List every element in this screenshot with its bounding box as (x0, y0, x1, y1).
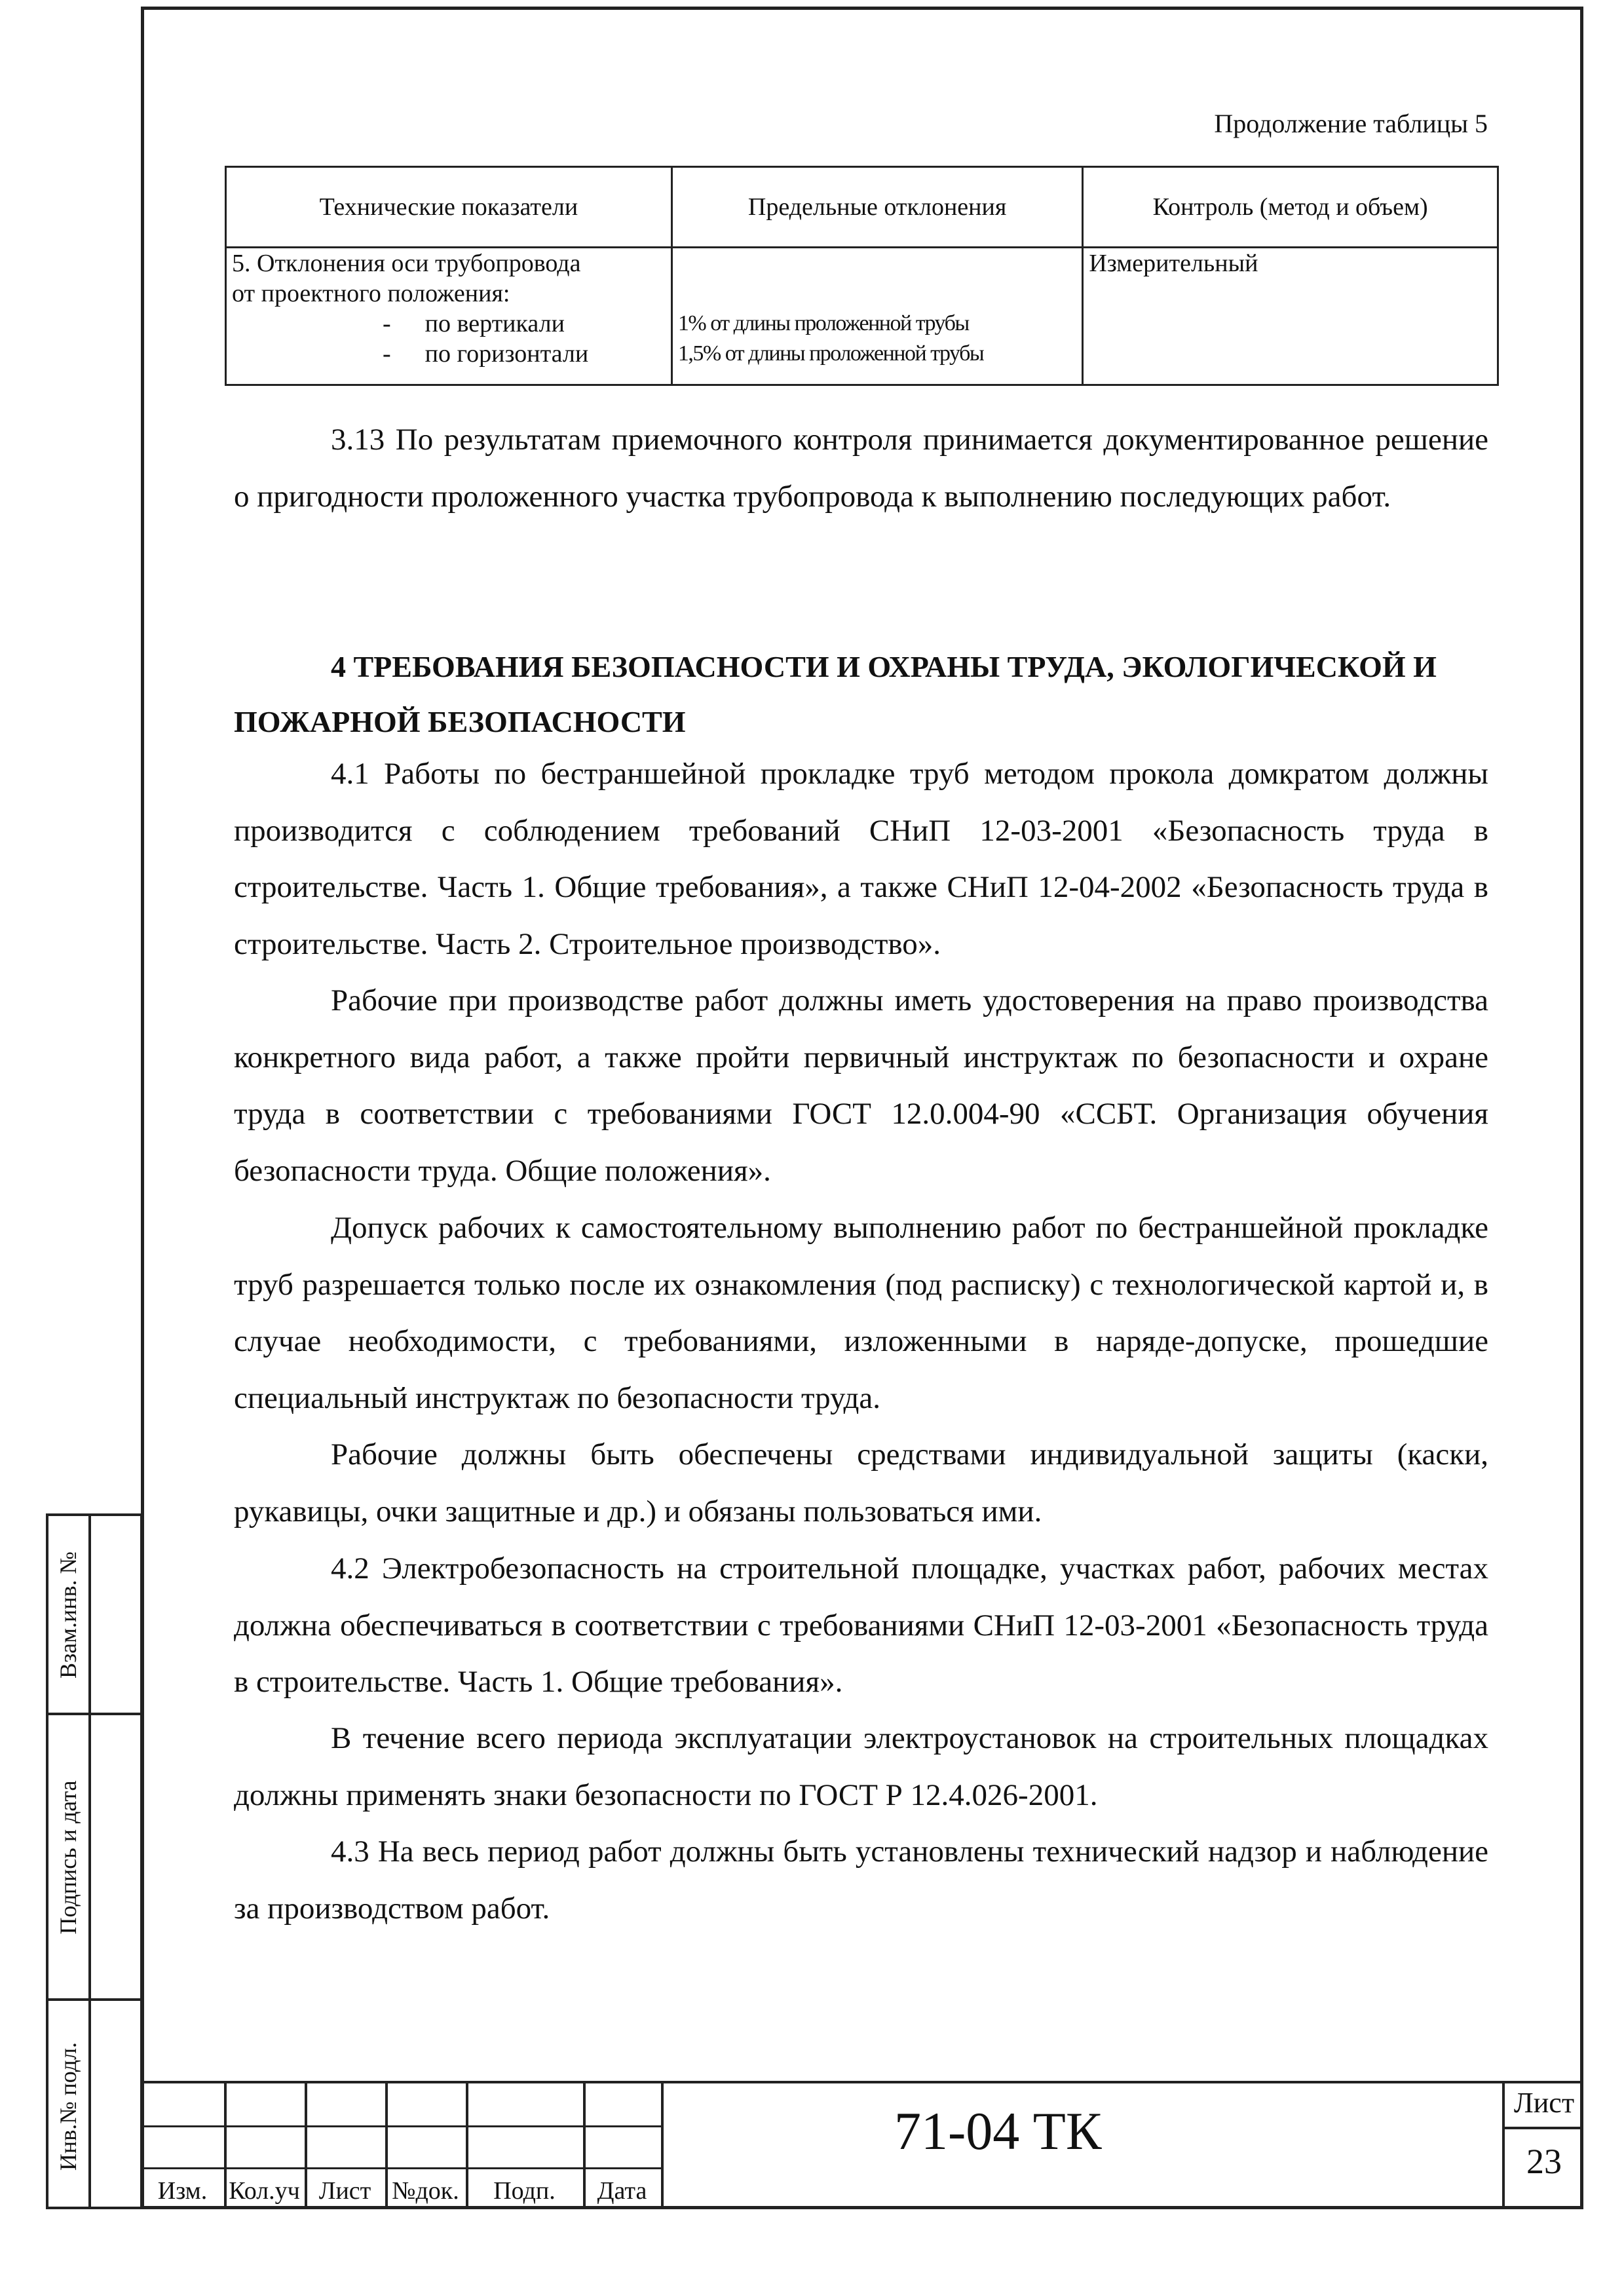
list-dash: - (383, 310, 391, 337)
table-header-cell: Технические показатели (226, 167, 672, 248)
table-cell-indicator (226, 248, 672, 385)
section-heading-line: ПОЖАРНОЙ БЕЗОПАСНОСТИ (234, 705, 686, 738)
section-heading (234, 639, 1488, 750)
side-strip-label-replacement: Взам.инв. № (55, 1551, 81, 1679)
sheet-box (1502, 2083, 1583, 2209)
sheet-number: 23 (1526, 2142, 1562, 2181)
paragraph-signs: В течение всего периода эксплуатации электроустановок на строительных площадках должны применять знаки безопасности по ГОСТ Р 12.4.026-2001. (234, 1721, 1488, 1812)
paragraph-3-13: 3.13 По результатам приемочного контроля принимается документированное решение о пригодности проложенного участка трубопровода к выполнению последующих работ. (234, 423, 1488, 514)
table-header-cell: Контроль (метод и объем) (1083, 167, 1498, 248)
paragraph-4-1: 4.1 Работы по бестраншейной прокладке труб методом прокола домкратом должны производится с соблюдением требований СНиП 12-03-2001 «Безопасность труда в строительстве. Часть 1. Общие требования», а также СНиП 12-04-2002 «Безопасность труда в строительстве. Часть 2. Строительное производство». (234, 757, 1488, 961)
paragraph-workers: Рабочие при производстве работ должны иметь удостоверения на право производства конкретного вида работ, а также пройти первичный инструктаж по безопасности и охране труда в соответствии с требованиями ГОСТ 12.0.004-90 «ССБТ. Организация обучения безопасности труда. Общие положения». (234, 983, 1488, 1188)
stamp-column-label: Изм. (157, 2177, 208, 2205)
grid-line (141, 2167, 661, 2169)
sheet-label: Лист (1505, 2086, 1583, 2129)
stamp-column-label: Кол.уч (229, 2177, 300, 2205)
table-cell-control (1083, 248, 1498, 385)
title-block (141, 2081, 1583, 2209)
tolerance-value: 1% от длины проложенной трубы (677, 311, 969, 335)
side-strip (46, 1513, 143, 2209)
stamp-column-label: Дата (597, 2177, 647, 2205)
table-continuation-caption: Продолжение таблицы 5 (1214, 109, 1488, 138)
control-method: Измерительный (1089, 250, 1258, 277)
revision-grid (141, 2083, 664, 2209)
indicator-sub-label: по горизонтали (425, 340, 589, 368)
stamp-column-label: №док. (392, 2177, 459, 2205)
side-strip-divider (88, 1516, 91, 2207)
document-number: 71-04 ТК (894, 2101, 1102, 2161)
paragraph-admission: Допуск рабочих к самостоятельному выполнению работ по бестраншейной прокладке труб разрешается только после их ознакомления (под расписку) с технологической картой и, в случае необходимости, с требованиями, изложенными в наряде-допуске, прошедшие специальный инструктаж по безопасности труда. (234, 1211, 1488, 1415)
tolerance-value: 1,5% от длины проложенной трубы (677, 341, 984, 366)
table-cell-tolerance (671, 248, 1082, 385)
stamp-column-label: Подп. (493, 2177, 556, 2205)
table-header-cell: Предельные отклонения (671, 167, 1082, 248)
indicator-sub-item (232, 339, 666, 369)
paragraph-ppe: Рабочие должны быть обеспечены средствами индивидуальной защиты (каски, рукавицы, очки защитные и др.) и обязаны пользоваться ими. (234, 1437, 1488, 1529)
indicator-sub-item (232, 309, 666, 339)
indicator-line: от проектного положения: (232, 280, 510, 307)
side-strip-label-signature: Подпись и дата (55, 1780, 81, 1935)
paragraph-4-3: 4.3 На весь период работ должны быть установлены технический надзор и наблюдение за производством работ. (234, 1834, 1488, 1926)
tolerance-table (225, 166, 1499, 386)
paragraph-4-2: 4.2 Электробезопасность на строительной площадке, участках работ, рабочих местах должна обеспечиваться в соответствии с требованиями СНиП 12-03-2001 «Безопасность труда в строительстве. Часть 1. Общие требования». (234, 1551, 1488, 1699)
table-row (226, 248, 1498, 385)
indicator-sub-label: по вертикали (425, 310, 565, 337)
side-strip-label-inventory: Инв.№ подл. (55, 2042, 81, 2171)
grid-line (141, 2125, 661, 2127)
list-dash: - (383, 340, 391, 368)
table-header-row (226, 167, 1498, 248)
side-strip-separator (48, 1998, 140, 2001)
indicator-line: 5. Отклонения оси трубопровода (232, 250, 581, 277)
stamp-column-label: Лист (318, 2177, 371, 2205)
section-heading-line: 4 ТРЕБОВАНИЯ БЕЗОПАСНОСТИ И ОХРАНЫ ТРУДА, ЭКОЛОГИЧЕСКОЙ И (331, 650, 1437, 683)
